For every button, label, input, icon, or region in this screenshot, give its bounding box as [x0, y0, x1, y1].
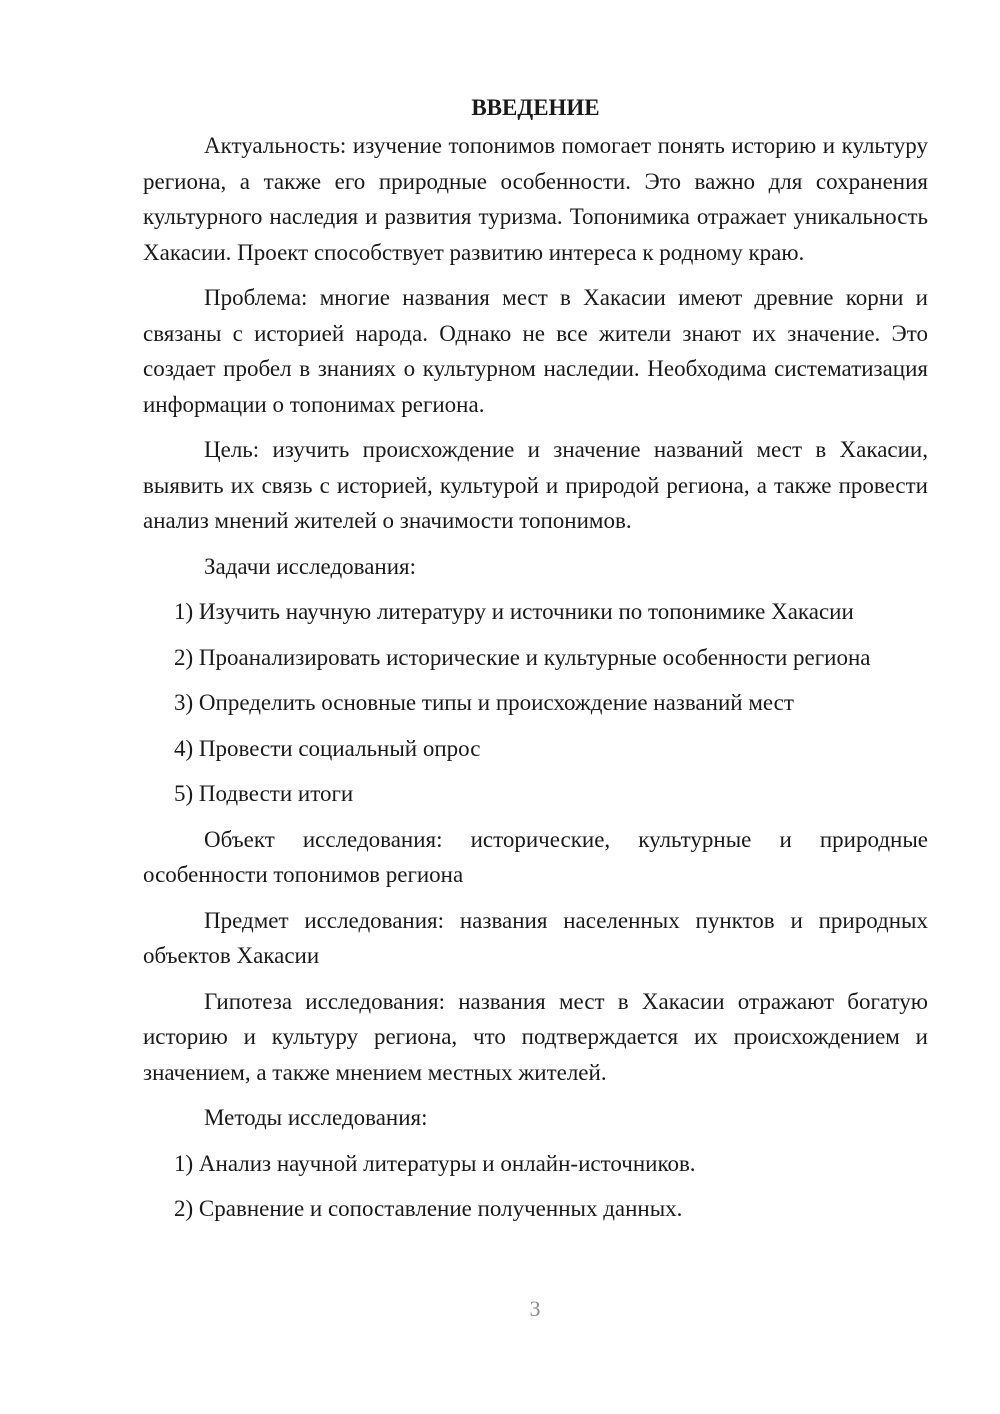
methods-title: Методы исследования:: [204, 1105, 428, 1130]
document-page: [143, 90, 928, 1237]
object-paragraph: Объект исследования: исторические, культурные и природные особенности топонимов региона: [143, 826, 928, 887]
task-item: 3) Определить основные типы и происхождение названий мест: [174, 690, 794, 715]
hypothesis-paragraph: Гипотеза исследования: названия мест в Хакасии отражают богатую историю и культуру региона, что подтверждается их происхождением и значением, а также мнением местных жителей.: [143, 988, 928, 1085]
task-item: 2) Проанализировать исторические и культурные особенности региона: [174, 644, 871, 670]
subject-paragraph: Предмет исследования: названия населенных пунктов и природных объектов Хакасии: [143, 907, 928, 968]
section-heading: ВВЕДЕНИЕ: [471, 95, 600, 120]
goal-paragraph: Цель: изучить происхождение и значение названий мест в Хакасии, выявить их связь с историей, культурой и природой региона, а также провести анализ мнений жителей о значимости топонимов.: [143, 437, 928, 533]
method-item: 2) Сравнение и сопоставление полученных данных.: [174, 1196, 683, 1221]
task-item: 5) Подвести итоги: [174, 781, 354, 806]
task-item: 4) Провести социальный опрос: [174, 735, 481, 761]
tasks-title: Задачи исследования:: [204, 553, 417, 579]
task-item: 1) Изучить научную литературу и источники по топонимике Хакасии: [174, 599, 854, 624]
page-number: 3: [529, 1296, 541, 1321]
relevance-paragraph: Актуальность: изучение топонимов помогает понять историю и культуру региона, а также его природные особенности. Это важно для сохранения культурного наследия и развития туризма. Топонимика отражает уникальность Хакасии. Проект способствует развитию интереса к родному краю.: [143, 133, 928, 265]
method-item: 1) Анализ научной литературы и онлайн-источников.: [174, 1150, 696, 1176]
problem-paragraph: Проблема: многие названия мест в Хакасии имеют древние корни и связаны с историей народа. Однако не все жители знают их значение. Это создает пробел в знаниях о культурном наследии. Необходима систематизация информации о топонимах региона.: [143, 285, 928, 417]
